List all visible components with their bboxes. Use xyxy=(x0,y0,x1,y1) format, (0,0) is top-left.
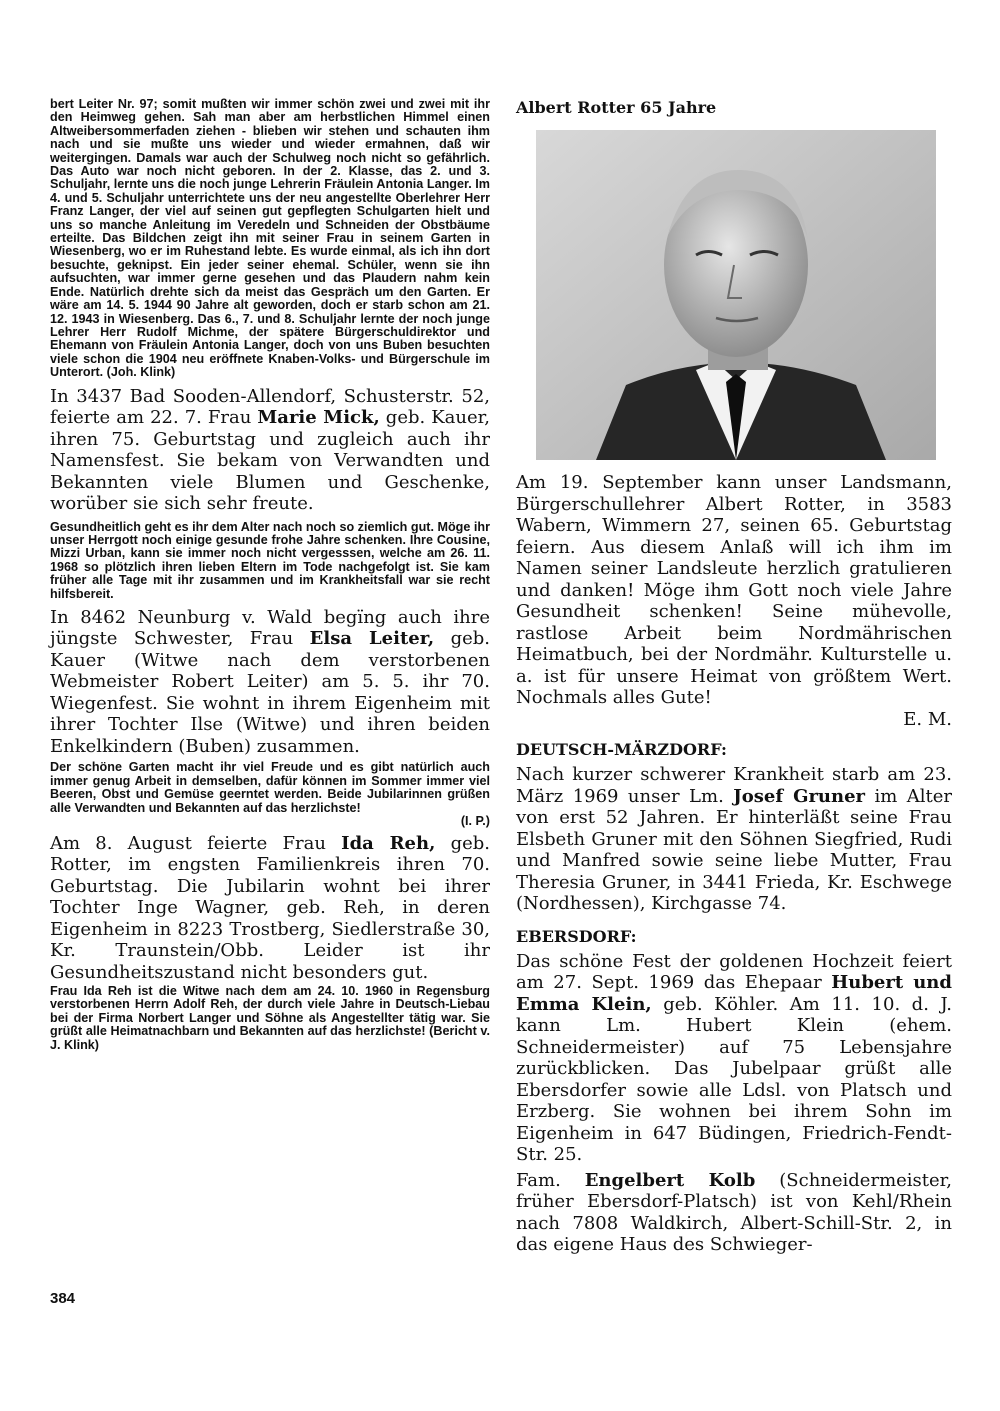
name-ida-reh: Ida Reh, xyxy=(341,832,436,854)
birthday-ida-reh: Am 8. August feierte Frau Ida Reh, geb. Rotter, im engsten Familienkreis ihren 70. Geburtstag. Die Jubilarin wohnt bei ihrer Tochter Inge Wagner, geb. Reh, in deren Eigenheim in 8223 Trostberg, Siedlerstraße 30, Kr. Traunstein/Obb. Leider ist ihr Gesundheitszustand nicht besonders gut. xyxy=(50,832,490,983)
name-engelbert-kolb: Engelbert Kolb xyxy=(584,1169,756,1191)
marie-mick-health: Gesundheitlich geht es ihr dem Alter nach noch so ziemlich gut. Möge ihr unser Herrgott noch einige gesunde frohe Jahre schenken. Ihre Cousine, Mizzi Urban, kann sie immer noch nicht vergesssen, welche am 26. 11. 1968 so plötzlich ihren lieben Eltern im Tode nachgefolgt ist. Sie kam früher alle Tage mit ihr zusammen und im Krankheitsfall war sie recht hilfsbereit. xyxy=(50,519,490,601)
signature-em: E. M. xyxy=(903,708,952,730)
relocation-kolb: Fam. Engelbert Kolb (Schneidermeister, früher Ebersdorf-Platsch) ist von Kehl/Rhein nach 7808 Waldkirch, Albert-Schill-Str. 2, in das eigene Haus des Schwieger- xyxy=(516,1169,953,1255)
signature-ip: (I. P.) xyxy=(460,814,490,829)
heading-ebersdorf: EBERSDORF: xyxy=(516,926,637,946)
birthday-marie-mick: In 3437 Bad Sooden-Allendorf, Schusterstr. 52, feierte am 22. 7. Frau Marie Mick, geb. Kauer, ihren 75. Geburtstag und zugleich auch ihr Namensfest. Sie bekam von Verwandten und Bekannten viele Blumen und Geschenke, worüber sie sich sehr freute. xyxy=(50,385,491,515)
right-column xyxy=(516,98,952,1256)
albert-rotter-article: Am 19. September kann unser Landsmann, Bürgerschullehrer Albert Rotter, in 3583 Wabern, Wimmern 27, seinen 65. Geburtstag feiern. Aus diesem Anlaß will ich ihm im Namen seiner Landsleute herzlich gratulieren und danken! Möge ihm Gott noch viele Jahre Gesundheit schenken! Seine mühevolle, rastlose Arbeit beim Nordmährischen Heimatbuch, bei der Nordmähr. Kulturstelle u. a. ist für unsere Heimat von größtem Wert. Nochmals alles Gute! E. M. xyxy=(516,130,952,730)
golden-wedding-klein: Das schöne Fest der goldenen Hochzeit feiert am 27. Sept. 1969 das Ehepaar Hubert und Emma Klein, geb. Köhler. Am 11. 10. d. J. kann Lm. Hubert Klein (ehem. Schneidermeister) auf 75 Lebensjahre zurückblicken. Das Jubelpaar grüßt alle Ebersdorfer sowie alle Ldsl. von Platsch und Erzberg. Sie wohnen bei ihrem Sohn im Eigenheim in 647 Büdingen, Friedrich-Fendt-Str. 25. xyxy=(516,950,952,1165)
ida-reh-widow: Frau Ida Reh ist die Witwe nach dem am 24. 10. 1960 in Regensburg verstorbenen Herrn Adolf Reh, der durch viele Jahre in Deutsch-Liebau bei der Firma Norbert Langer und Söhne als Angestellter tätig war. Sie grüßt alle Heimatnachbarn und Bekannten auf das herzlichste! (Bericht v. J. Klink) xyxy=(50,984,490,1052)
name-marie-mick: Marie Mick, xyxy=(257,407,380,429)
name-josef-gruner: Josef Gruner xyxy=(733,785,866,807)
heading-deutsch-maerzdorf: DEUTSCH-MÄRZDORF: xyxy=(516,740,727,759)
story-school-memories: bert Leiter Nr. 97; somit mußten wir immer schön zwei und zwei mit ihr den Heimweg gehen. Sah man aber am herbstlichen Himmel einen Altweibersommerfaden ziehen - blieben wir stehen und schauten ihm nach und sie mußte uns wieder und wieder ermahnen, daß wir weitergingen. Damals war auch der Schulweg noch nicht so gefährlich. Das Auto war noch nicht geboren. In der 2. Klasse, das 2. und 3. Schuljahr, lernte uns die noch junge Lehrerin Fräulein Antonia Langer. Im 4. und 5. Schuljahr unterrichtete uns der neu angestellte Oberlehrer Herr Franz Langer, der viel auf seinen gut gepflegten Schulgarten hielt und uns so manche Anleitung im Veredeln und Schneiden der Obstbäume erteilte. Das Bildchen zeigt ihn mit seiner Frau in seinem Garten in Wiesenberg, wo er im Ruhestand lebte. Es wurde einmal, als ich ihn dort besuchte, geknipst. Ein jeder seiner ehemal. Schüler, wenn sie ihn aufsuchten, war immer gerne gesehen und das Plaudern nahm kein Ende. Natürlich drehte sich da meist das Gespräch um den Garten. Er wäre am 14. 5. 1944 90 Jahre alt geworden, doch er starb schon am 21. 12. 1943 in Wiesenberg. Das 6., 7. und 8. Schuljahr lernte der noch junge Lehrer Herr Rudolf Michme, der spätere Bürgerschuldirektor und Ehemann von Fräulein Antonia Langer, doch von uns Buben besuchten viele schon die 1904 neu eröffnete Knaben-Volks- und Bürgerschule im Unterort. (Joh. Klink) xyxy=(50,97,490,380)
elsa-leiter-garden: Der schöne Garten macht ihr viel Freude und es gibt natürlich auch immer genug Arbeit in demselben, dafür können im Sommer immer viel Beeren, Obst und Gemüse geerntet werden. Beide Jubilarinnen grüßen alle Verwandten und Bekannten auf das herzlichste! (I. P.) xyxy=(50,760,490,829)
portrait-photo xyxy=(536,130,936,460)
name-hubert-emma-klein: Hubert und Emma Klein, xyxy=(516,972,952,1015)
birthday-elsa-leiter: In 8462 Neunburg v. Wald begïng auch ihre jüngste Schwester, Frau Elsa Leiter, geb. Kauer (Witwe nach dem verstorbenen Webmeister Robert Leiter) am 5. 5. ihr 70. Wiegenfest. Sie wohnt in ihrem Eigenheim mit ihrer Tochter Ilse (Witwe) und ihren beiden Enkelkindern (Buben) zusammen. xyxy=(50,606,491,757)
page-number: 384 xyxy=(50,1290,76,1307)
obituary-josef-gruner: Nach kurzer schwerer Krankheit starb am 23. März 1969 unser Lm. Josef Gruner im Alter von erst 52 Jahren. Er hinterläßt seine Frau Elsbeth Gruner mit den Söhnen Siegfried, Rudi und Manfred sowie seine liebe Mutter, Frau Theresia Gruner, in 3441 Frieda, Kr. Eschwege (Nordhessen), Kirchgasse 74. xyxy=(516,764,952,914)
heading-albert-rotter: Albert Rotter 65 Jahre xyxy=(516,98,717,117)
left-column xyxy=(50,98,490,1052)
name-elsa-leiter: Elsa Leiter, xyxy=(309,628,435,650)
